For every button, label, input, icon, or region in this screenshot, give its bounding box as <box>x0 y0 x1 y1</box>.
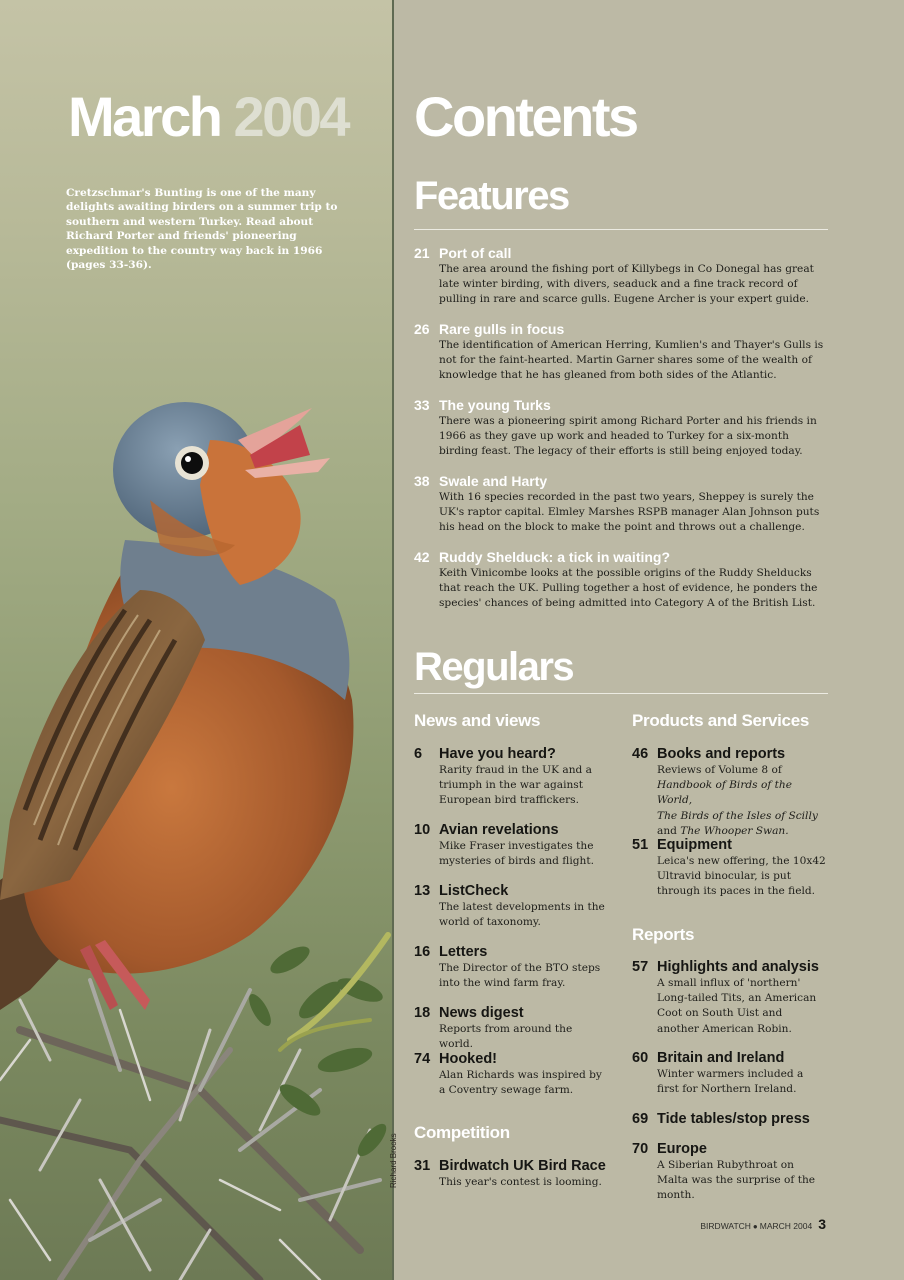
footer-separator: ● <box>752 1222 758 1231</box>
regular-title: Highlights and analysis <box>657 959 819 975</box>
regular-item[interactable] <box>632 837 827 900</box>
cover-photo <box>0 0 392 1280</box>
regular-item[interactable] <box>414 1005 609 1052</box>
page-number: 3 <box>818 1216 826 1232</box>
regulars-rule <box>414 693 828 694</box>
regular-description <box>657 763 827 839</box>
regular-item[interactable] <box>414 746 609 809</box>
regular-description: Alan Richards was inspired by a Coventry sewage farm. <box>439 1069 602 1097</box>
regular-item[interactable] <box>632 1050 827 1097</box>
regular-page-num: 60 <box>632 1050 649 1066</box>
regular-item[interactable] <box>414 822 609 869</box>
feature-title: Ruddy Shelduck: a tick in waiting? <box>439 549 671 565</box>
regular-page-num: 31 <box>414 1158 431 1174</box>
feature-title: The young Turks <box>439 397 551 413</box>
features-rule <box>414 229 828 230</box>
news-and-views-heading: News and views <box>414 711 541 730</box>
regular-page-num: 10 <box>414 822 431 838</box>
feature-description: The identification of American Herring, Kumlien's and Thayer's Gulls is not for the faint-hearted. Martin Garner shares some of the wealth of knowledge that he has gleaned from both sides of the Atlantic. <box>439 339 824 382</box>
regular-description: A small influx of 'northern' Long-tailed Tits, an American Coot on South Uist and another American Robin. <box>657 977 817 1035</box>
contents-title: Contents <box>414 85 637 148</box>
feature-item[interactable] <box>414 473 831 536</box>
regular-description: The latest developments in the world of taxonomy. <box>439 901 605 929</box>
regular-description: The Director of the BTO steps into the wind farm fray. <box>439 962 601 990</box>
regular-title: Britain and Ireland <box>657 1050 785 1066</box>
cover-caption: Cretzschmar's Bunting is one of the many delights awaiting birders on a summer trip to southern and western Turkey. Read about Richard Porter and friends' pioneering expedition to the country way back in 1966 (pages 33-36). <box>66 187 338 272</box>
regular-item[interactable] <box>414 1158 609 1190</box>
regular-description: This year's contest is looming. <box>439 1176 602 1188</box>
regular-page-num: 6 <box>414 746 423 762</box>
regular-page-num: 18 <box>414 1005 431 1021</box>
regular-title: Books and reports <box>657 746 786 762</box>
regular-page-num: 51 <box>632 837 649 853</box>
regular-page-num: 57 <box>632 959 649 975</box>
regular-title: ListCheck <box>439 883 509 899</box>
feature-item[interactable] <box>414 321 831 384</box>
regular-item[interactable] <box>414 883 609 930</box>
regular-description: Mike Fraser investigates the mysteries of birds and flight. <box>439 840 594 868</box>
feature-title: Swale and Harty <box>439 473 548 489</box>
regular-item[interactable] <box>632 959 827 1037</box>
footer-issue: MARCH 2004 <box>759 1221 813 1231</box>
regular-title: Hooked! <box>439 1051 497 1067</box>
reports-heading: Reports <box>632 925 695 944</box>
regular-title: Equipment <box>657 837 732 853</box>
competition-heading: Competition <box>414 1123 510 1142</box>
book-title: Handbook of Birds of the World, <box>657 779 792 807</box>
books-conjunction: and <box>657 824 677 837</box>
feature-page-num: 42 <box>414 549 430 565</box>
feature-item[interactable] <box>414 397 831 460</box>
feature-description: Keith Vinicombe looks at the possible origins of the Ruddy Shelducks that reach the UK. Pulling together a host of evidence, he ponders the species' chances of being admitted into Category A of the British List. <box>439 567 818 610</box>
regular-description: Rarity fraud in the UK and a triumph in the war against European bird traffickers. <box>439 764 592 807</box>
regular-title: News digest <box>439 1005 524 1021</box>
photo-credit: Richard Brooks <box>389 1133 398 1188</box>
masthead-month: March <box>68 85 221 148</box>
regular-page-num: 70 <box>632 1141 649 1157</box>
regular-item[interactable] <box>632 1111 810 1128</box>
regular-title: Avian revelations <box>439 822 559 838</box>
regular-page-num: 74 <box>414 1051 431 1067</box>
regular-title: Europe <box>657 1141 707 1157</box>
regular-title: Tide tables/stop press <box>657 1111 810 1127</box>
feature-description: There was a pioneering spirit among Richard Porter and his friends in 1966 as they gave up work and headed to Turkey for a six-month birding feast. The legacy of their efforts is still being enjoyed today. <box>439 415 817 458</box>
regular-item[interactable] <box>632 1141 827 1204</box>
page-footer <box>700 1216 826 1232</box>
feature-page-num: 21 <box>414 245 430 261</box>
regular-title: Have you heard? <box>439 746 556 762</box>
feature-title: Port of call <box>439 245 512 261</box>
feature-page-num: 33 <box>414 397 430 413</box>
regular-page-num: 69 <box>632 1111 649 1127</box>
masthead-year: 2004 <box>233 85 349 148</box>
regular-item[interactable] <box>632 746 827 839</box>
regular-description: Reports from around the world. <box>439 1023 573 1051</box>
column-divider <box>392 0 394 1280</box>
feature-item[interactable] <box>414 549 831 612</box>
regular-title: Birdwatch UK Bird Race <box>439 1158 606 1174</box>
regular-item[interactable] <box>414 1051 609 1098</box>
books-intro: Reviews of Volume 8 of <box>657 764 782 776</box>
products-and-services-heading: Products and Services <box>632 711 809 730</box>
masthead-date <box>68 84 348 149</box>
regular-title: Letters <box>439 944 488 960</box>
feature-item[interactable] <box>414 245 831 308</box>
regulars-title: Regulars <box>414 645 574 689</box>
regular-page-num: 13 <box>414 883 431 899</box>
book-title: The Whooper Swan. <box>680 824 789 837</box>
feature-title: Rare gulls in focus <box>439 321 565 337</box>
feature-description: The area around the fishing port of Killybegs in Co Donegal has great late winter birding, with divers, seaduck and a fine track record of pulling in rare and scarce gulls. Eugene Archer is your expert guide. <box>439 263 814 306</box>
feature-description: With 16 species recorded in the past two years, Sheppey is surely the UK's raptor capital. Elmley Marshes RSPB manager Alan Johnson puts his head on the block to make the point and throws out a challenge. <box>439 491 820 534</box>
regular-item[interactable] <box>414 944 609 991</box>
regular-description: Leica's new offering, the 10x42 Ultravid binocular, is put through its paces in the field. <box>657 855 826 898</box>
features-title: Features <box>414 174 569 218</box>
feature-page-num: 38 <box>414 473 430 489</box>
regular-description: Winter warmers included a first for Northern Ireland. <box>657 1068 804 1096</box>
feature-page-num: 26 <box>414 321 430 337</box>
regular-description: A Siberian Rubythroat on Malta was the surprise of the month. <box>657 1159 816 1202</box>
book-title: The Birds of the Isles of Scilly <box>657 809 818 822</box>
regular-page-num: 16 <box>414 944 431 960</box>
regular-page-num: 46 <box>632 746 649 762</box>
footer-magazine: BIRDWATCH <box>700 1221 751 1231</box>
